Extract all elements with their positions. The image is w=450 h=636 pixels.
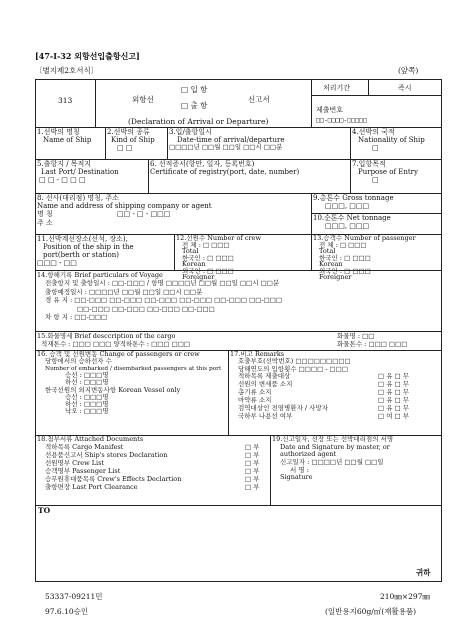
attached-docs-list <box>37 444 268 492</box>
korean-crew-label: 한국선원의 외지변동사항 Korean Vessel only <box>45 385 181 394</box>
remarks-check-label: 총기류 소지 <box>238 387 272 396</box>
shipping-agent-cell[interactable] <box>35 193 311 228</box>
next-port-field[interactable]: 차 항 지 : □□-□□□ <box>45 313 108 322</box>
signature-label-en-3: Signature <box>280 473 313 482</box>
crew-korean-field[interactable]: 한국인 : □ □□□ <box>182 253 234 262</box>
last-port-cell[interactable] <box>35 159 148 185</box>
ship-name-cell[interactable] <box>35 127 105 145</box>
ship-kind-cell[interactable] <box>105 127 167 153</box>
attached-doc-checkbox[interactable]: □ 부 <box>245 482 260 491</box>
crew-foreign-label-en: Foreigner <box>182 273 215 281</box>
nationality-label-en: Nationality of Ship <box>358 136 425 145</box>
signature-label-en: Date and Signature by master, or <box>280 442 390 451</box>
agent-address-label: 주 소 <box>37 219 53 228</box>
remarks-check-options[interactable]: □ 유 □ 무 <box>378 403 410 412</box>
last-port-label-en: Last Port/ Destination <box>41 168 119 177</box>
receipt-number-field[interactable]: □□-□□□□-□□□□□ <box>316 116 367 124</box>
korean-embarked-field[interactable]: 승선 : □□□명 <box>65 392 109 401</box>
shipping-agent-label: 8. 선사(대리점) 명칭, 주소 <box>37 194 119 202</box>
passenger-count-label: 13.승객수 Number of passenger <box>313 234 416 242</box>
remarks-check-label: 적하목록 제출대상 <box>238 371 291 380</box>
agent-name-label: 명 칭 <box>37 210 53 219</box>
remarks-check-options[interactable]: □ 유 □ 무 <box>378 387 410 396</box>
cargo-detail-cell[interactable] <box>335 331 442 350</box>
ship-kind-field[interactable]: □ □ <box>117 144 133 153</box>
attached-doc-checkbox[interactable]: □ 부 <box>245 458 260 467</box>
previous-port-field[interactable]: 전출항지 및 출항일시 : □□-□□□ / 항명 □□□□년 □□월 □□일 □□시 □□분 <box>45 279 280 288</box>
cargo-weight-field[interactable]: 화물톤수 : □□□ □□□ <box>337 340 408 349</box>
form-number: 313 <box>58 96 73 105</box>
call-sign-field[interactable]: 호출부호(선박번호) □□□□□□□□□ <box>238 357 351 366</box>
passenger-foreign-label-en: Foreigner <box>319 273 352 281</box>
footer-code: 53337-09211민 <box>45 592 103 601</box>
attached-doc-checkbox[interactable]: □ 부 <box>245 450 260 459</box>
berth-field[interactable]: □□□ - □□ <box>37 259 77 268</box>
crew-change-label: 16. 승객 및 선원변동 Change of passengers or crew <box>37 350 200 358</box>
port-embark-label-en: Number of embarked / disembarked passengers at this port <box>45 365 222 372</box>
remarks-check-options[interactable]: □ 유 □ 무 <box>378 395 410 404</box>
ship-name-label: 1.선박의 명칭 <box>37 128 80 136</box>
arrival-time-label-en: Date-time of arrival/departure <box>177 136 285 145</box>
ship-kind-label-en: Kind of Ship <box>111 136 155 145</box>
remarks-check-options[interactable]: □ 여 □ 부 <box>378 411 410 420</box>
attached-doc-label: 선용품신고서 Ship's stores Declaration <box>45 450 168 459</box>
berth-label-en: Position of the ship in the <box>43 243 134 252</box>
passenger-total-label-en: Total <box>319 247 336 255</box>
entry-purpose-cell[interactable] <box>350 159 442 185</box>
gross-tonnage-label: 9.총톤수 Gross tonnage <box>313 194 394 202</box>
footer-paper-note: (일반용지60g/㎡(재활용품) <box>325 607 417 616</box>
attached-doc-row[interactable] <box>45 484 268 492</box>
remarks-cell[interactable] <box>228 350 442 422</box>
processing-time-label: 처리기간 <box>323 84 351 92</box>
nationality-label: 4.선박의 국적 <box>352 128 395 136</box>
expected-departure-field[interactable]: 출항예정일시 : □□□□년 □□월 □□일 □□시 □□분 <box>45 287 203 296</box>
attached-docs-label: 18.첨부서류 Attached Documents <box>37 435 144 443</box>
passenger-korean-label-en: Korean <box>319 260 343 268</box>
agent-code-field[interactable]: □□ - □ - □□□ <box>117 210 171 219</box>
processing-time-value: 즉시 <box>398 84 412 92</box>
attached-doc-checkbox[interactable]: □ 부 <box>245 474 260 483</box>
attached-doc-checkbox[interactable]: □ 부 <box>245 442 260 451</box>
cargo-label: 15.화물명세 Brief desccription of the cargo <box>37 332 176 340</box>
remarks-check-options[interactable]: □ 유 □ 무 <box>378 379 410 388</box>
passenger-total-field[interactable]: 전 체 : □ □□□ <box>319 240 367 249</box>
crew-change-cell[interactable] <box>35 350 228 417</box>
net-tonnage-field[interactable]: □□□, □□□ <box>325 222 370 231</box>
form-id: [47-I-32 외항선입출항신고] <box>35 51 140 61</box>
crew-count-label: 12.선원수 Number of crew <box>176 234 262 242</box>
voyage-cell[interactable] <box>35 266 442 323</box>
to-label: TO <box>38 506 51 515</box>
declaration-subtitle: (Declaration of Arrival or Departure) <box>128 117 269 126</box>
attached-doc-label: 출항면장 Last Port Clearance <box>45 482 138 491</box>
ship-kind-label: 2.선박의 종류 <box>107 128 150 136</box>
remarks-checklist <box>230 373 440 421</box>
korean-left-behind-field[interactable]: 낙오 : □□□명 <box>65 407 109 416</box>
registry-label-en: Certificate of registry(port, date, number) <box>150 168 300 177</box>
remarks-check-options[interactable]: □ 유 □ 무 <box>378 371 410 380</box>
remarks-check-row[interactable] <box>238 413 440 421</box>
departure-option[interactable]: □ 출 항 <box>181 101 208 110</box>
report-date-field[interactable]: 신고일자 : □□□□년 □□월 □□일 <box>280 457 384 466</box>
port-label: 외항선 <box>132 95 154 104</box>
passenger-foreign-field[interactable]: 외국인 : □ □□□ <box>319 266 371 275</box>
passenger-korean-field[interactable]: 한국인 : □ □□□ <box>319 253 371 262</box>
net-tonnage-label: 10.순톤수 Net tonnage <box>313 214 391 222</box>
attached-doc-label: 승객명부 Passenger List <box>45 466 121 475</box>
report-label: 신고서 <box>248 95 270 104</box>
ship-name-label-en: Name of Ship <box>43 136 92 145</box>
korean-disembarked-field[interactable]: 하선 : □□□명 <box>65 400 109 409</box>
via-ports-field-2[interactable]: □□-□□□ □□-□□□ □□-□□□ □□-□□□ <box>77 304 215 313</box>
via-ports-field[interactable]: 경 유 지 : □□-□□□ □□-□□□ □□-□□□ □□-□□□ □□-□□□ □□-□□□ <box>45 296 283 305</box>
last-port-field[interactable]: □ □ - □ □ □ <box>39 176 86 185</box>
nationality-field[interactable]: □ <box>372 144 379 153</box>
attached-doc-label: 선원명부 Crew List <box>45 458 105 467</box>
crew-korean-label-en: Korean <box>182 260 206 268</box>
entry-purpose-label: 7.입항목적 <box>352 160 386 168</box>
berth-label-en-2: port(berth or station) <box>43 251 119 260</box>
attached-doc-label: 승무원휴대품목록 Crew's Effects Declartion <box>45 474 182 483</box>
berth-label: 11.선박계선장소(선석, 장소), <box>37 235 128 243</box>
cargo-cell[interactable] <box>35 331 335 350</box>
gross-tonnage-cell[interactable] <box>311 193 442 211</box>
addressee-suffix: 귀하 <box>416 568 431 577</box>
signature-field[interactable]: 서 명 : <box>290 465 309 474</box>
berth-cell[interactable] <box>35 234 174 268</box>
crew-foreign-field[interactable]: 외국인 : □ □□□ <box>182 266 234 275</box>
cargo-name-field[interactable]: 화물명 : □□ <box>337 332 375 340</box>
registry-cell[interactable] <box>148 159 350 177</box>
form-reference: 〔별지제2호서식〕 <box>35 66 99 75</box>
footer-approval: 97.6.10승인 <box>45 607 89 616</box>
page-side-label: (앞쪽) <box>398 66 419 75</box>
entry-purpose-field[interactable]: □ <box>372 176 379 185</box>
signature-cell[interactable] <box>270 435 442 483</box>
remarks-check-label: 국하부 나용선 여부 <box>238 411 293 420</box>
crew-total-label-en: Total <box>182 247 199 255</box>
receipt-number-label: 제출번호 <box>316 106 344 114</box>
signature-label: 19.신고일자, 선장 또는 선박대리점의 서명 <box>272 435 394 443</box>
remarks-check-label: 마약류 소지 <box>238 395 272 404</box>
arrival-option[interactable]: □ 입 항 <box>181 85 208 94</box>
nationality-cell[interactable] <box>350 127 442 153</box>
disembarked-field[interactable]: 하선 : □□□명 <box>65 378 109 387</box>
registry-label: 6. 선적증서(항만, 일자, 등록번호) <box>150 160 255 168</box>
entry-purpose-label-en: Purpose of Entry <box>358 168 418 177</box>
remarks-check-label: 선원의 변세품 소지 <box>238 379 293 388</box>
attached-doc-label: 적하목록 Cargo Manifest <box>45 442 124 451</box>
crew-total-field[interactable]: 전 체 : □ □□□ <box>182 240 230 249</box>
arrival-time-cell[interactable] <box>167 127 350 153</box>
embarked-field[interactable]: 승선 : □□□명 <box>65 371 109 380</box>
entry-count-field[interactable]: 당해연도의 입항횟수 □□□□ - □□□ <box>238 364 348 373</box>
attached-docs-cell[interactable] <box>35 435 270 493</box>
remarks-check-label: 검역대상인 전염병환자 / 사망자 <box>238 403 329 412</box>
gross-tonnage-field[interactable]: □□□, □□□ <box>325 202 370 211</box>
net-tonnage-cell[interactable] <box>311 213 442 231</box>
footer-paper-size: 210㎜×297㎜ <box>380 592 430 601</box>
attached-doc-checkbox[interactable]: □ 부 <box>245 466 260 475</box>
arrival-time-label: 3.입/출항일시 <box>169 128 212 136</box>
port-embark-label: 당항에서의 승하선자 수 <box>45 357 112 366</box>
signature-label-en-2: authorized agent <box>280 450 337 459</box>
last-port-label: 5.출항지 / 목적지 <box>37 160 92 168</box>
cargo-tonnage-field[interactable]: 적재톤수 : □□□ □□□ 양적하톤수 : □□□ □□□ <box>41 340 191 349</box>
shipping-agent-label-en: Name and address of shipping company or agent <box>37 202 212 211</box>
arrival-time-field[interactable]: □□□□년 □□월 □□일 □□시 □□분 <box>169 143 283 152</box>
remarks-label: 17.비고 Remarks <box>230 350 285 358</box>
voyage-label: 14.항해기록 Brief particulars of Voyage <box>37 271 163 279</box>
